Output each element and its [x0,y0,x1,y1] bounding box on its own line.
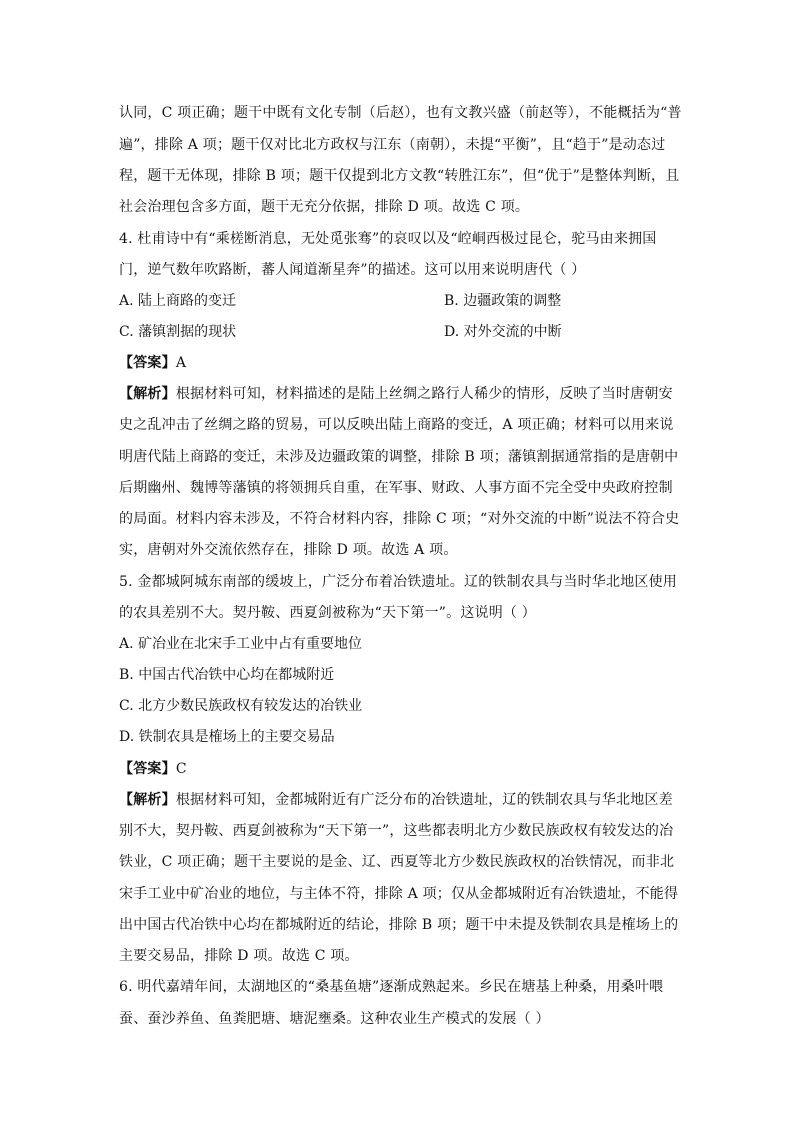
text-line: 别不大，契丹鞍、西夏剑被称为“天下第一”，这些都表明北方少数民族政权有较发达的冶 [119,823,674,839]
question-5-option-d: D. 铁制农具是榷场上的主要交易品 [119,729,335,745]
question-4-option-c: C. 藩镇割据的现状 [119,324,237,340]
text-line: 史之乱冲击了丝绸之路的贸易，可以反映出陆上商路的变迁，A 项正确；材料可以用来说 [119,417,674,433]
question-6-stem: 蚕、蚕沙养鱼、鱼粪肥塘、塘泥壅桑。这种农业生产模式的发展（ ） [119,1011,550,1027]
question-5-option-c: C. 北方少数民族政权有较发达的冶铁业 [119,698,363,714]
text-line: 认同，C 项正确；题干中既有文化专制（后赵），也有文教兴盛（前赵等），不能概括为“普 [119,105,682,121]
text-line: 社会治理包含多方面，题干无充分依据，排除 D 项。故选 C 项。 [119,199,530,215]
text-line: 铁业，C 项正确；题干主要说的是金、辽、西夏等北方少数民族政权的冶铁情况，而非北 [119,854,675,870]
question-4-stem: 4. 杜甫诗中有“乘槎断消息，无处觅张骞”的哀叹以及“崆峒西极过昆仑，驼马由来拥国 [119,231,657,247]
text-line: 宋手工业中矿冶业的地位，与主体不符，排除 A 项；仅从金都城附近有冶铁遗址，不能得 [119,886,679,902]
analysis-text: 根据材料可知，材料描述的是陆上丝绸之路行人稀少的情形，反映了当时唐朝安 [175,386,673,402]
question-4-option-a: A. 陆上商路的变迁 [119,293,237,309]
text-line: 主要交易品，排除 D 项。故选 C 项。 [119,948,359,964]
question-4-answer [119,354,679,372]
question-5-answer [119,760,679,778]
answer-tag: 【答案】 [119,761,176,777]
question-4-analysis [119,385,679,403]
question-5-option-b: B. 中国古代冶铁中心均在都城附近 [119,667,335,683]
question-5-option-a: A. 矿冶业在北宋手工业中占有重要地位 [119,636,363,652]
question-5-stem: 5. 金都城阿城东南部的缓坡上，广泛分布着冶铁遗址。辽的铁制农具与当时华北地区使用 [119,574,678,590]
question-6-stem: 6. 明代嘉靖年间，太湖地区的“桑基鱼塘”逐渐成熟起来。乡民在塘基上种桑，用桑叶喂 [119,979,664,995]
question-4-option-b: B. 边疆政策的调整 [444,293,562,309]
answer-tag: 【答案】 [119,355,176,371]
text-line: 实，唐朝对外交流依然存在，排除 D 项。故选 A 项。 [119,542,458,558]
question-5-stem: 的农具差别不大。契丹鞍、西夏剑被称为“天下第一”。这说明（ ） [119,605,536,621]
text-line: 的局面。材料内容未涉及，不符合材料内容，排除 C 项；“对外交流的中断”说法不符合史 [119,511,680,527]
text-line: 明唐代陆上商路的变迁，未涉及边疆政策的调整，排除 B 项；藩镇割据通常指的是唐朝中 [119,449,679,465]
analysis-tag: 【解析】 [119,386,176,402]
question-5-analysis [119,791,679,809]
text-line: 程，题干无体现，排除 B 项；题干仅提到北方文教“转胜江东”，但“优于”是整体判断，且 [119,168,680,184]
question-4-stem: 门，逆气数年吹路断，蕃人闻道渐星奔”的描述。这可以用来说明唐代（ ） [119,262,586,278]
analysis-text: 根据材料可知，金都城附近有广泛分布的冶铁遗址，辽的铁制农具与华北地区差 [175,792,673,808]
text-line: 后期幽州、魏博等藩镇的将领拥兵自重，在军事、财政、人事方面不完全受中央政府控制 [119,480,673,496]
answer-value: C [175,761,187,777]
text-line: 遍”，排除 A 项；题干仅对比北方政权与江东（南朝），未提“平衡”，且“趋于”是动态过 [119,137,666,153]
analysis-tag: 【解析】 [119,792,176,808]
question-4-option-d: D. 对外交流的中断 [444,324,562,340]
text-line: 出中国古代冶铁中心均在都城附近的结论，排除 B 项；题干中未提及铁制农具是榷场上的 [119,917,679,933]
answer-value: A [175,355,187,371]
